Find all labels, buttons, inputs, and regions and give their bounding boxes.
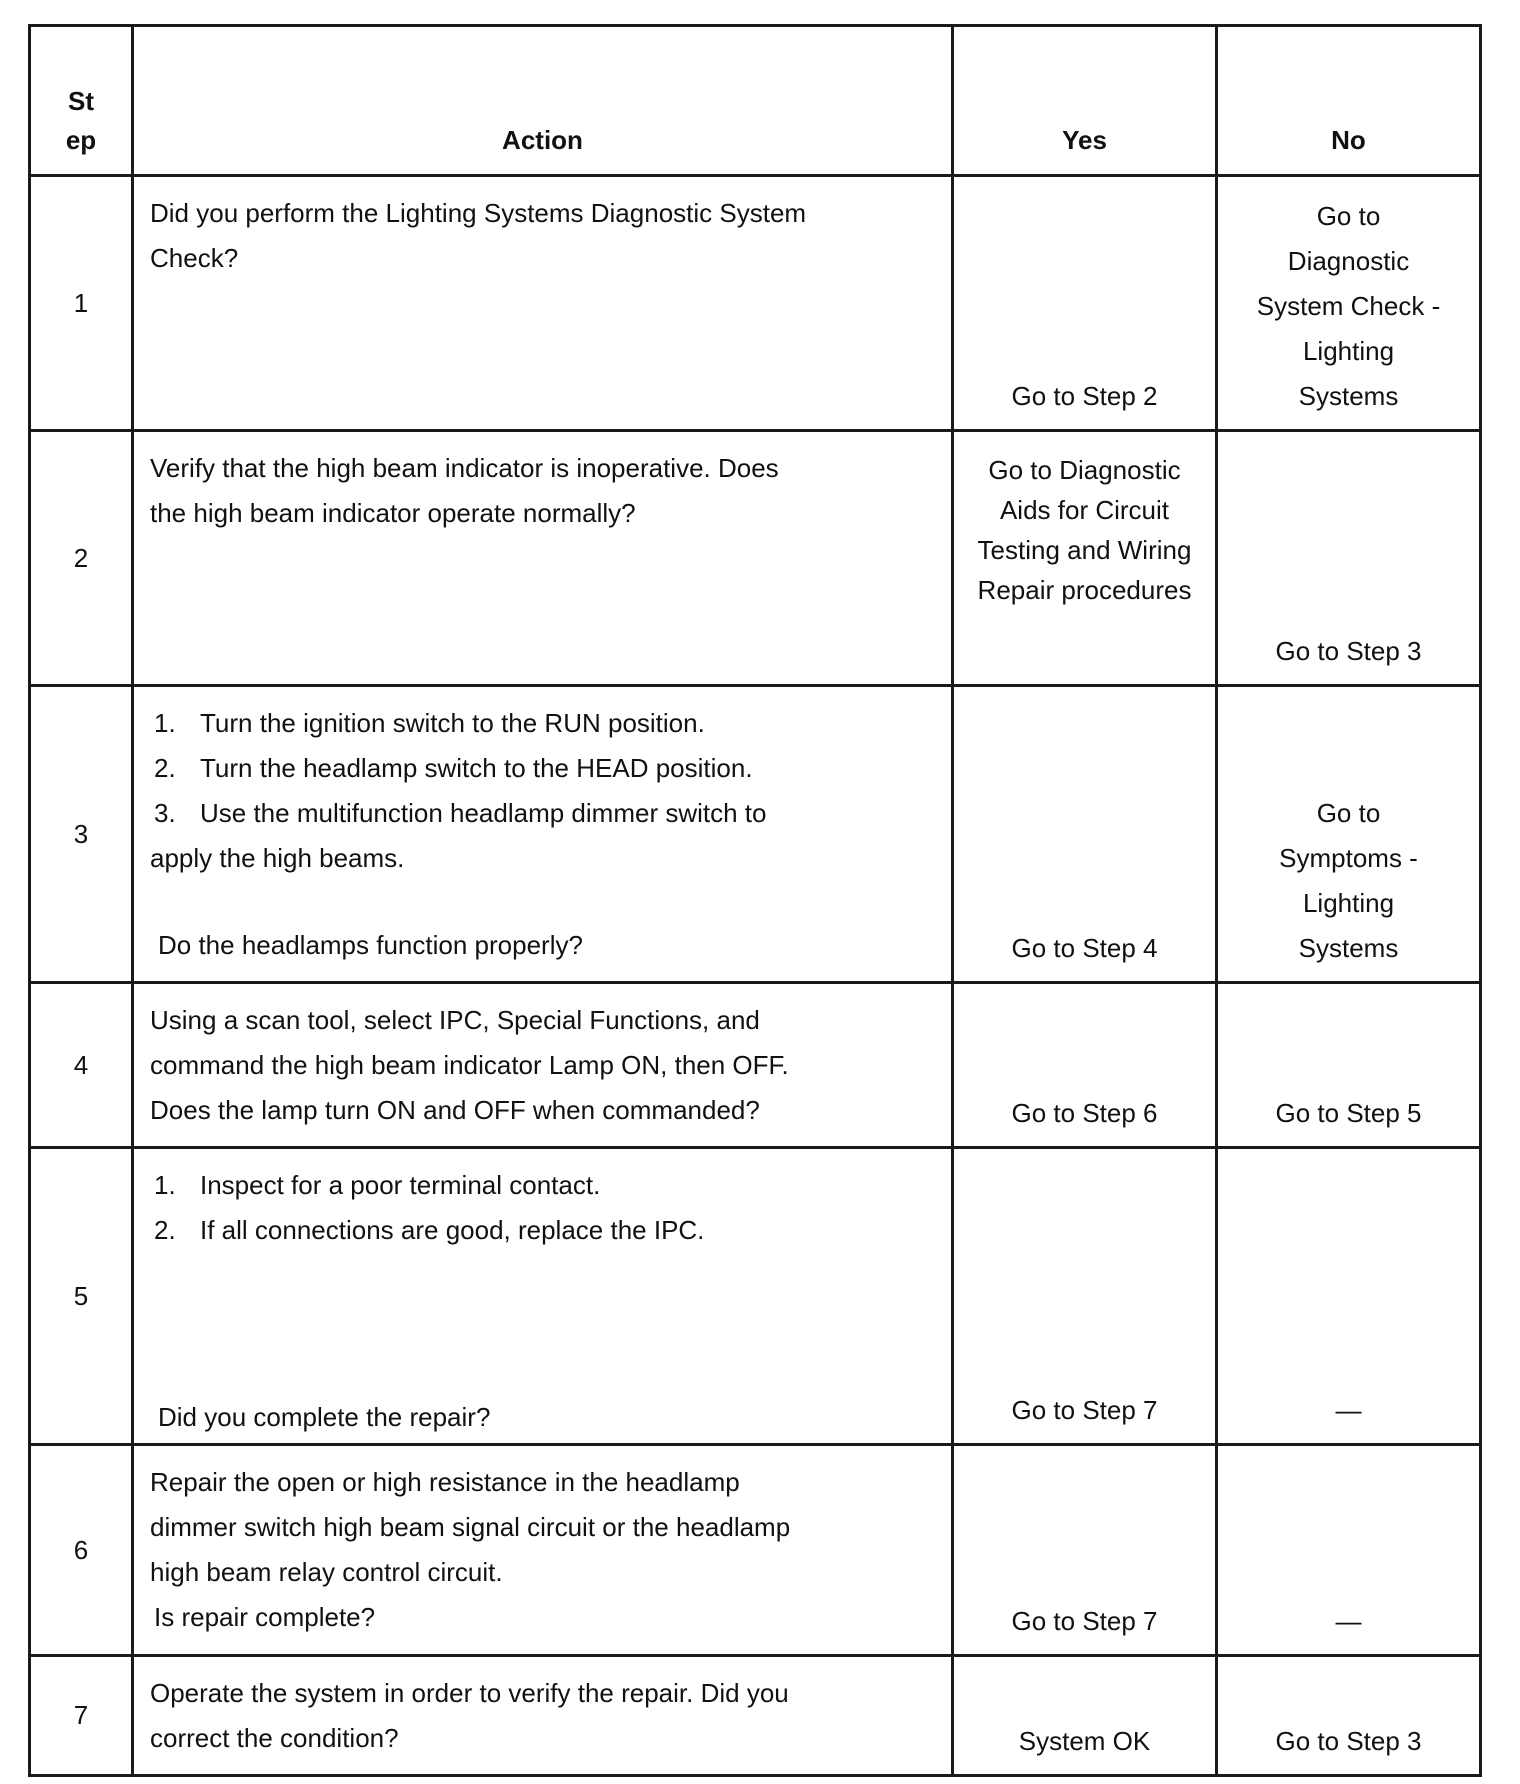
action-cell: Operate the system in order to verify the repair. Did you correct the condition?	[133, 1656, 953, 1776]
header-no: No	[1217, 26, 1481, 176]
no-cell: —	[1217, 1148, 1481, 1445]
list-item: 1. Inspect for a poor terminal contact.	[154, 1170, 601, 1200]
question-text: Is repair complete?	[154, 1602, 376, 1632]
question-text: Did you complete the repair?	[158, 1402, 491, 1432]
table-row	[30, 431, 1481, 686]
yes-cell: Go to Step 4	[953, 686, 1217, 983]
step-number: 5	[30, 1148, 133, 1445]
no-cell: Go to Step 5	[1217, 983, 1481, 1148]
table-row	[30, 1656, 1481, 1776]
header-row	[30, 26, 1481, 176]
no-cell: Go to Step 3	[1217, 1656, 1481, 1776]
action-cell: Verify that the high beam indicator is inoperative. Does the high beam indicator operate normally?	[133, 431, 953, 686]
table-row	[30, 1445, 1481, 1656]
yes-cell: Go to Step 6	[953, 983, 1217, 1148]
list-item: 2. Turn the headlamp switch to the HEAD position.	[154, 753, 753, 783]
action-cell: Repair the open or high resistance in the headlamp dimmer switch high beam signal circuit or the headlamp high beam relay control circuit. Is repair complete?	[133, 1445, 953, 1656]
header-action: Action	[133, 26, 953, 176]
table-row	[30, 1148, 1481, 1445]
table-row	[30, 686, 1481, 983]
action-cell: Using a scan tool, select IPC, Special Functions, and command the high beam indicator Lamp ON, then OFF. Does the lamp turn ON and OFF when commanded?	[133, 983, 953, 1148]
question-text: Do the headlamps function properly?	[158, 930, 583, 960]
yes-cell: System OK	[953, 1656, 1217, 1776]
diagnostic-sheet	[28, 24, 1482, 1777]
yes-cell: Go to Diagnostic Aids for Circuit Testing and Wiring Repair procedures	[953, 431, 1217, 686]
no-cell: Go to Step 3	[1217, 431, 1481, 686]
action-cell: Did you perform the Lighting Systems Diagnostic System Check?	[133, 176, 953, 431]
table-row	[30, 983, 1481, 1148]
action-cell	[133, 1148, 953, 1445]
list-item: 3. Use the multifunction headlamp dimmer switch to	[154, 798, 767, 828]
list-item: 2. If all connections are good, replace the IPC.	[154, 1215, 705, 1245]
header-yes: Yes	[953, 26, 1217, 176]
step-number: 4	[30, 983, 133, 1148]
list-item: 1. Turn the ignition switch to the RUN position.	[154, 708, 705, 738]
step-number: 3	[30, 686, 133, 983]
header-step: St ep	[30, 26, 133, 176]
step-number: 7	[30, 1656, 133, 1776]
step-number: 6	[30, 1445, 133, 1656]
table-row	[30, 176, 1481, 431]
yes-cell: Go to Step 2	[953, 176, 1217, 431]
action-cell: 1. Turn the ignition switch to the RUN position. 2. Turn the headlamp switch to the HEAD position. 3. Use the multifunction headlamp dimmer switch to apply the high beams. Do the headlamps function properly?	[133, 686, 953, 983]
step-number: 1	[30, 176, 133, 431]
diagnostic-table	[28, 24, 1482, 1777]
yes-cell: Go to Step 7	[953, 1148, 1217, 1445]
no-cell: —	[1217, 1445, 1481, 1656]
no-cell: Go to Diagnostic System Check - Lighting Systems	[1217, 176, 1481, 431]
yes-cell: Go to Step 7	[953, 1445, 1217, 1656]
step-number: 2	[30, 431, 133, 686]
no-cell: Go to Symptoms - Lighting Systems	[1217, 686, 1481, 983]
